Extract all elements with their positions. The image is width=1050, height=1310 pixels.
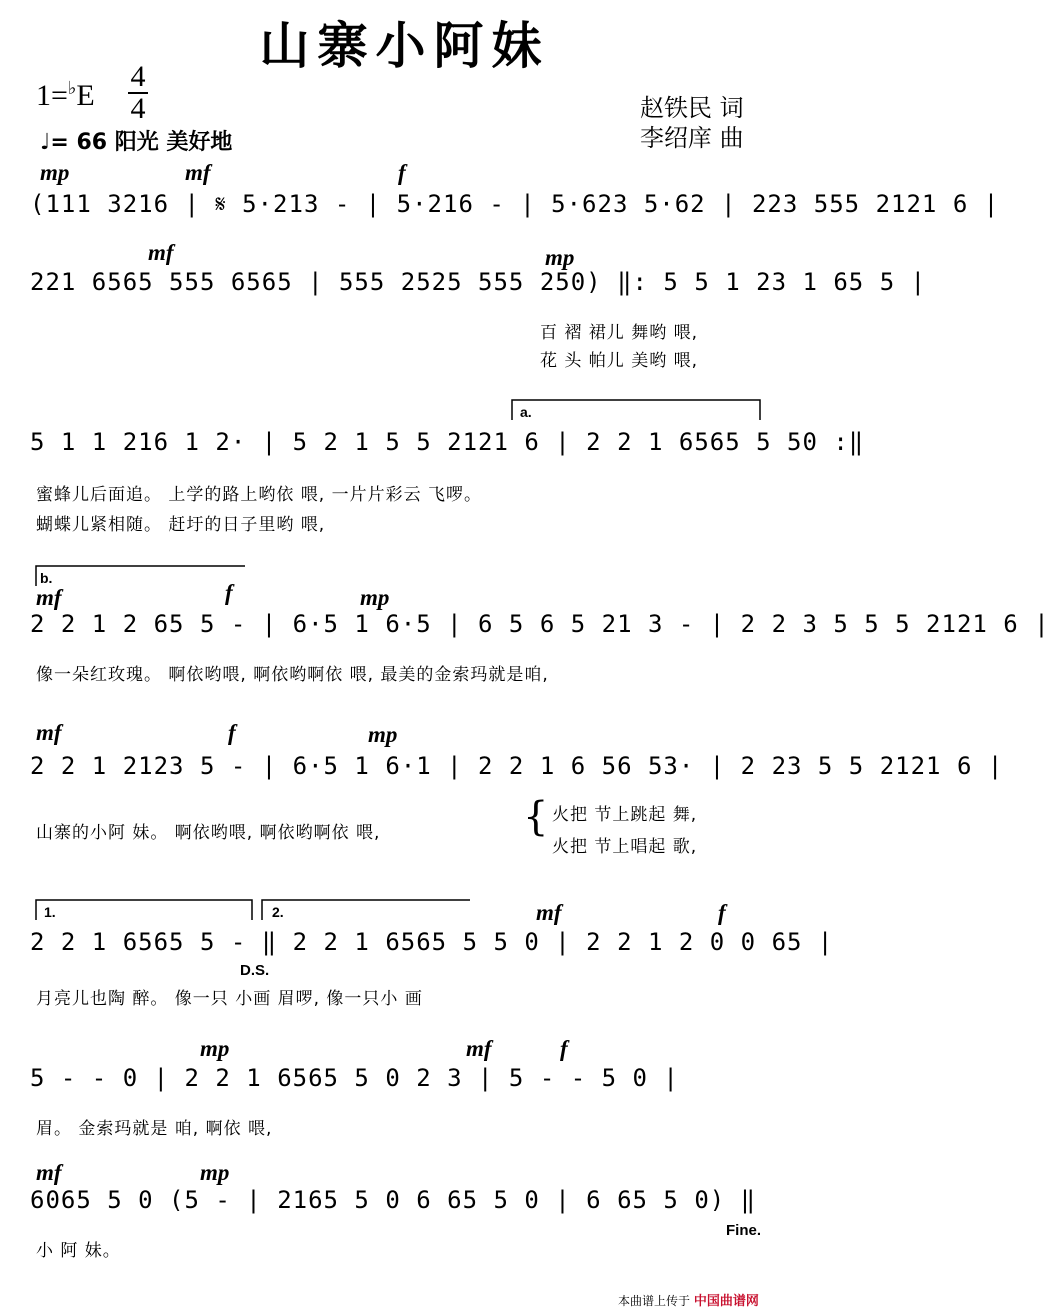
- dynamic-mark: mp: [200, 1160, 230, 1185]
- notation-line: 6065 5 0 (5 - | 2165 5 0 6 65 5 0 | 6 65 5 0) ‖: [30, 1186, 757, 1214]
- dynamic-mark: mf: [466, 1036, 492, 1061]
- volta-bracket-b: [36, 566, 245, 586]
- lyric-line: 花 头 帕儿 美哟 喂,: [540, 351, 699, 371]
- volta-bracket-a: [512, 400, 760, 420]
- dynamic-mark: mf: [36, 1160, 62, 1185]
- dal-segno-mark: D.S.: [240, 962, 270, 979]
- lyric-line: 火把 节上跳起 舞,: [552, 805, 698, 825]
- footer-upload-note: 本曲谱上传于 中国曲谱网: [618, 1294, 759, 1309]
- lyric-line: 蜜蜂儿后面追。 上学的路上哟依 喂, 一片片彩云 飞啰。: [36, 485, 483, 505]
- site-logo: 中国曲谱网: [693, 1294, 759, 1309]
- lyric-line: 火把 节上唱起 歌,: [552, 837, 698, 857]
- volta-label: 1.: [44, 904, 56, 920]
- dynamic-mark: mf: [148, 240, 174, 265]
- dynamic-mark: mp: [200, 1036, 230, 1061]
- time-signature: 4 4: [128, 62, 148, 124]
- lyric-line: 山寨的小阿 妹。 啊依哟喂, 啊依哟啊依 喂,: [36, 823, 381, 843]
- dynamic-mark: f: [718, 900, 726, 925]
- notation-line: 221 6565 555 6565 | 555 2525 555 250) ‖: 5 5 1 23 1 65 5 |: [30, 268, 927, 296]
- dynamic-mark: f: [228, 720, 236, 745]
- dynamic-mark: mf: [185, 160, 211, 185]
- volta-label: 2.: [272, 904, 284, 920]
- notation-line: 2 2 1 6565 5 - ‖ 2 2 1 6565 5 5 0 | 2 2 1 2 0 0 65 |: [30, 928, 834, 956]
- lyric-line: 小 阿 妹。: [36, 1241, 121, 1261]
- dynamic-mark: mp: [545, 245, 575, 270]
- fine-mark: Fine.: [726, 1222, 762, 1239]
- dynamic-mark: mp: [360, 585, 390, 610]
- lyric-brace: {: [523, 794, 549, 840]
- lyricist-credit: 赵铁民 词: [640, 94, 744, 122]
- lyric-line: 像一朵红玫瑰。 啊依哟喂, 啊依哟啊依 喂, 最美的金索玛就是咱,: [36, 665, 549, 685]
- volta-label: b.: [40, 570, 53, 586]
- notation-line: 2 2 1 2 65 5 - | 6·5 1 6·5 | 6 5 6 5 21 3 - | 2 2 3 5 5 5 2121 6 |: [30, 610, 1050, 638]
- dynamic-mark: mp: [40, 160, 70, 185]
- notation-line: (111 3216 | 𝄋 5·213 - | 5·216 - | 5·623 5·62 | 223 555 2121 6 |: [30, 190, 1000, 218]
- lyric-line: 月亮儿也陶 醉。 像一只 小画 眉啰, 像一只小 画: [36, 989, 423, 1009]
- notation-line: 5 - - 0 | 2 2 1 6565 5 0 2 3 | 5 - - 5 0 |: [30, 1064, 679, 1092]
- key-signature: 1=♭E: [36, 78, 95, 112]
- tempo-marking: ♩= 66 阳光 美好地: [40, 130, 233, 155]
- dynamic-mark: mp: [368, 722, 398, 747]
- dynamic-mark: f: [225, 580, 233, 605]
- dynamic-mark: f: [560, 1036, 568, 1061]
- lyric-line: 蝴蝶儿紧相随。 赶圩的日子里哟 喂,: [36, 515, 326, 535]
- dynamic-mark: mf: [36, 720, 62, 745]
- song-title: 山寨小阿妹: [259, 16, 550, 75]
- dynamic-mark: mf: [36, 585, 62, 610]
- dynamic-mark: mf: [536, 900, 562, 925]
- volta-label: a.: [520, 404, 532, 420]
- composer-credit: 李绍庠 曲: [640, 124, 744, 152]
- volta-bracket-1: [36, 900, 252, 920]
- lyric-line: 眉。 金索玛就是 咱, 啊依 喂,: [36, 1119, 273, 1139]
- notation-line: 5 1 1 216 1 2· | 5 2 1 5 5 2121 6 | 2 2 1 6565 5 50 :‖: [30, 428, 865, 456]
- notation-line: 2 2 1 2123 5 - | 6·5 1 6·1 | 2 2 1 6 56 53· | 2 23 5 5 2121 6 |: [30, 752, 1004, 780]
- volta-bracket-2: [262, 900, 470, 920]
- dynamic-mark: f: [398, 160, 406, 185]
- lyric-line: 百 褶 裙儿 舞哟 喂,: [540, 323, 699, 343]
